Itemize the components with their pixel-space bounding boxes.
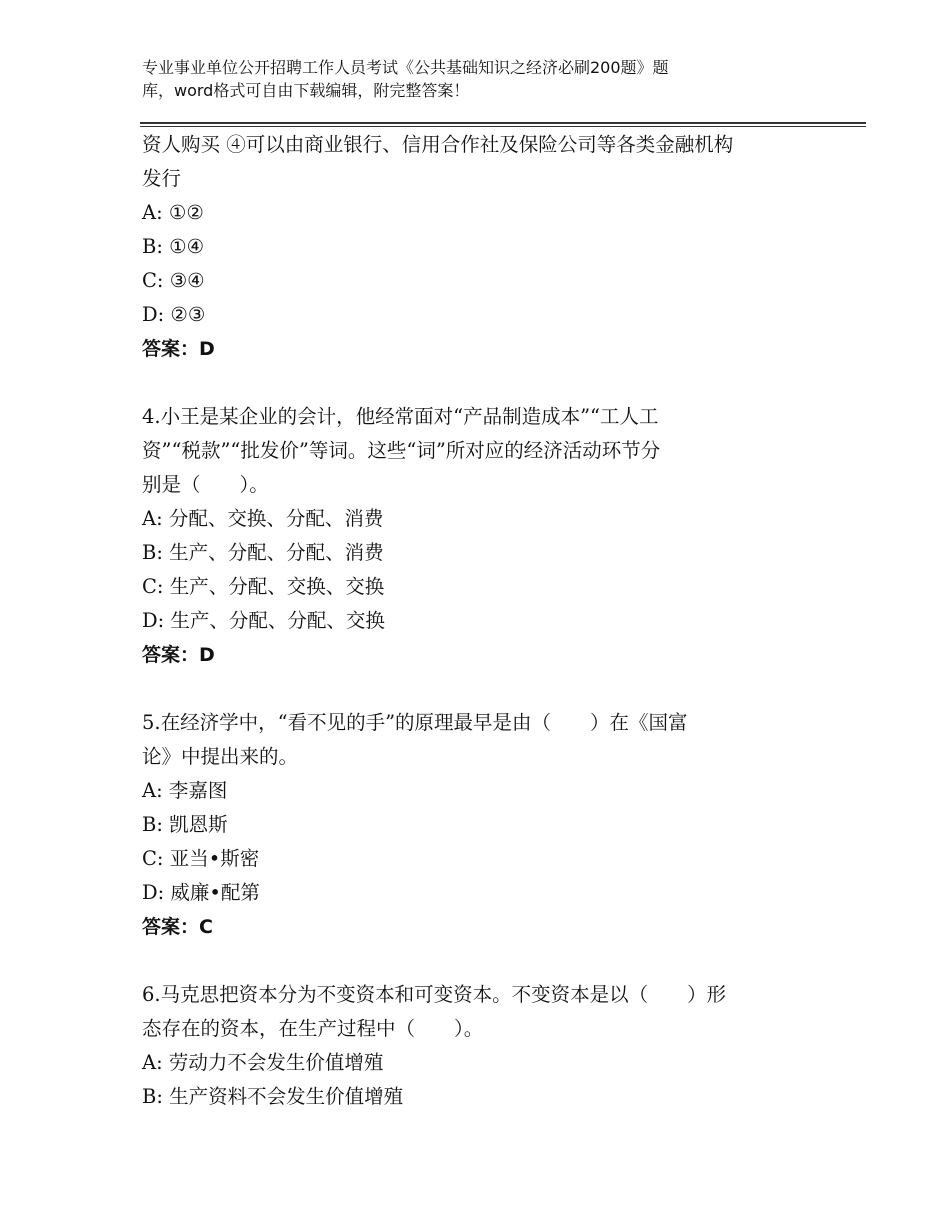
option-b: B: 凯恩斯 [142,813,228,836]
option-c: C: ③④ [142,269,205,292]
header-line-2: 库，word格式可自由下载编辑，附完整答案！ [142,81,470,100]
option-a: A: 劳动力不会发生价值增殖 [142,1051,384,1074]
question-text-line: 4.小王是某企业的会计，他经常面对“产品制造成本”“工人工 [142,405,659,428]
option-a: A: 李嘉图 [142,779,228,802]
option-d: D: 生产、分配、分配、交换 [142,609,385,632]
spacer [142,944,822,978]
question-6 [142,978,822,1114]
answer-label: 答案：D [142,338,215,360]
option-b: B: 生产、分配、分配、消费 [142,541,384,564]
header-line-1: 专业事业单位公开招聘工作人员考试《公共基础知识之经济必刷200题》题 [142,58,669,77]
option-c: C: 亚当•斯密 [142,847,260,870]
question-text-line: 6.马克思把资本分为不变资本和可变资本。不变资本是以（ ）形 [142,983,727,1006]
question-3-continued [142,128,822,366]
question-text-line: 发行 [142,167,182,190]
header-rule-thin [140,126,866,127]
document-header [142,56,782,102]
question-text-line: 资人购买 ④可以由商业银行、信用合作社及保险公司等各类金融机构 [142,133,734,156]
option-a: A: 分配、交换、分配、消费 [142,507,384,530]
answer-label: 答案：D [142,644,215,666]
question-text-line: 论》中提出来的。 [142,745,299,768]
option-d: D: ②③ [142,303,206,326]
option-a: A: ①② [142,201,204,224]
option-b: B: 生产资料不会发生价值增殖 [142,1085,404,1108]
question-text-line: 资”“税款”“批发价”等词。这些“词”所对应的经济活动环节分 [142,439,661,462]
answer-label: 答案：C [142,916,213,938]
spacer [142,672,822,706]
option-b: B: ①④ [142,235,205,258]
question-text-line: 5.在经济学中，“看不见的手”的原理最早是由（ ）在《国富 [142,711,688,734]
question-text-line: 态存在的资本，在生产过程中（ ）。 [142,1017,484,1040]
option-d: D: 威廉•配第 [142,881,260,904]
spacer [142,366,822,400]
option-c: C: 生产、分配、交换、交换 [142,575,385,598]
document-body [142,128,822,1114]
question-5 [142,706,822,944]
question-4 [142,400,822,672]
header-rule-thick [140,122,866,124]
question-text-line: 别是（ ）。 [142,473,269,496]
